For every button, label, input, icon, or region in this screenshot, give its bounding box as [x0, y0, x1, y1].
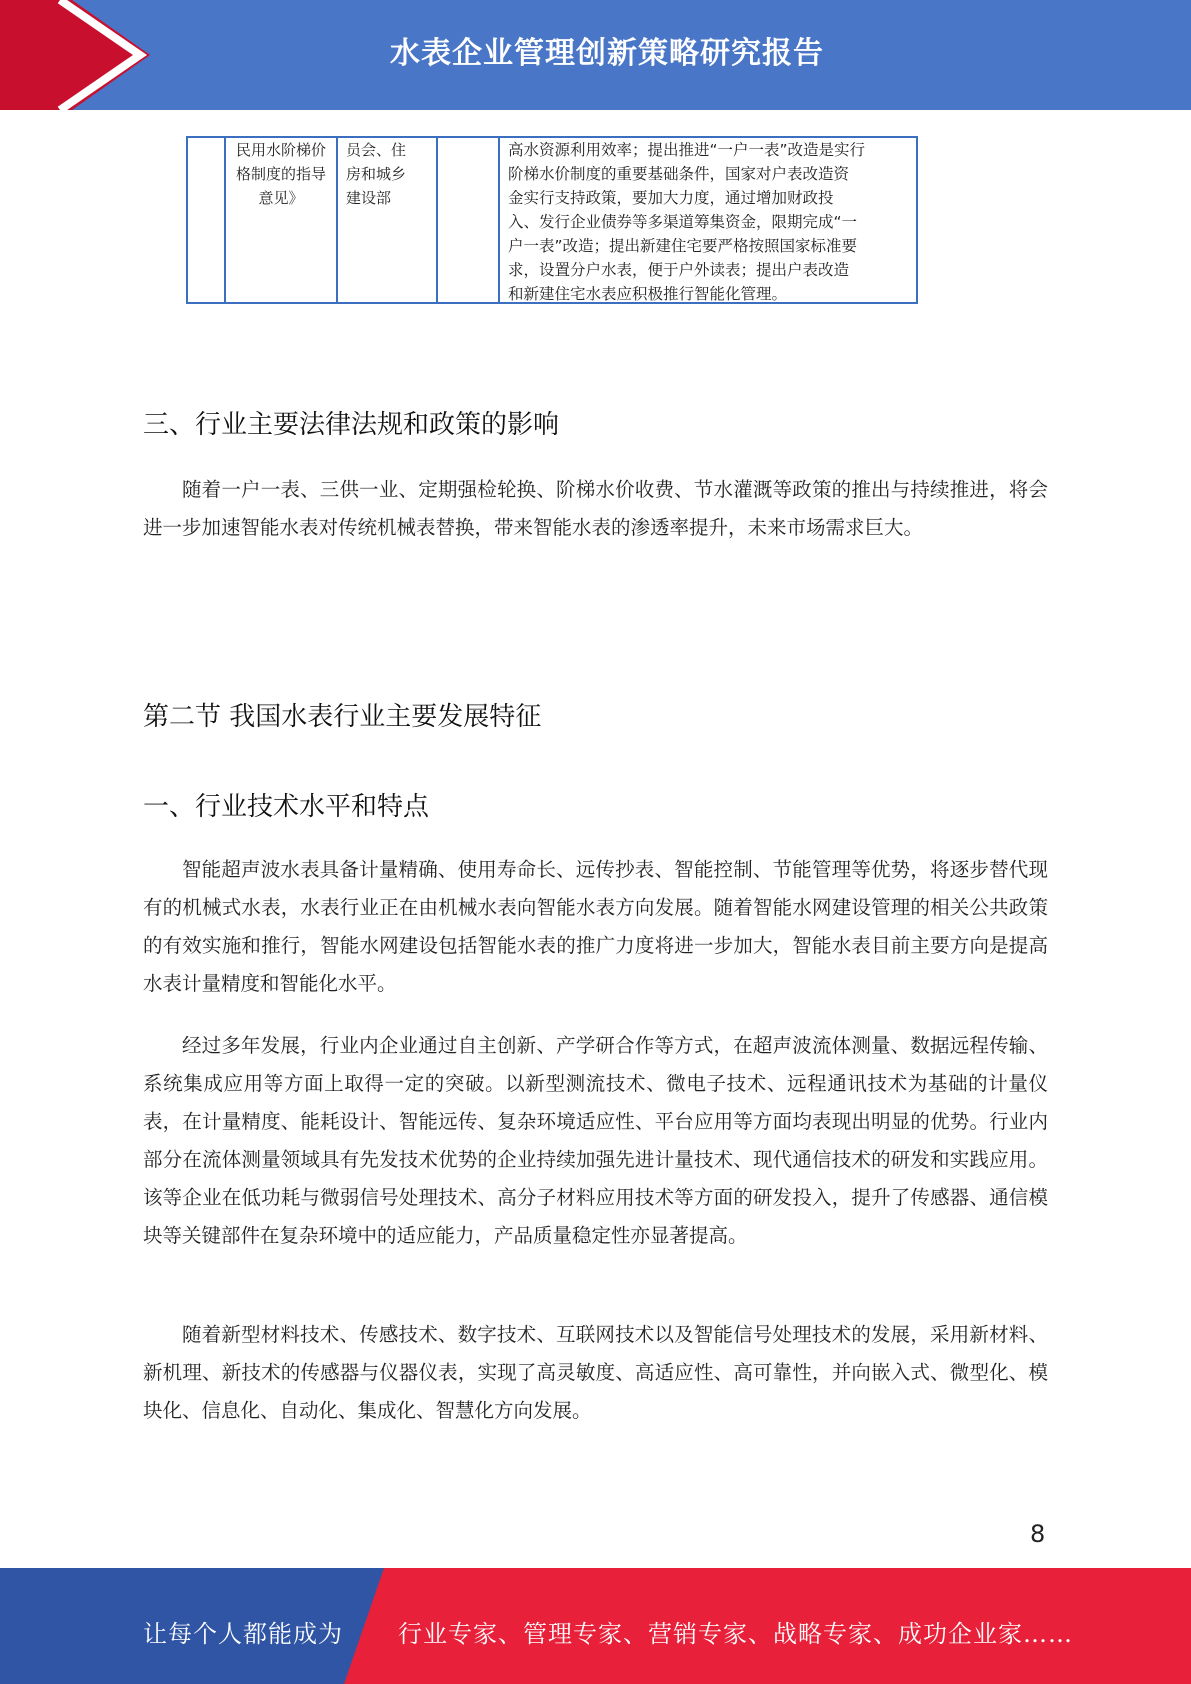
- section-heading-tech-level: 一、行业技术水平和特点: [143, 792, 430, 822]
- paragraph-new-tech: 随着新型材料技术、传感技术、数字技术、互联网技术以及智能信号处理技术的发展，采用新材料、新机理、新技术的传感器与仪器仪表，实现了高灵敏度、高适应性、高可靠性，并向嵌入式、微型化、模块化、信息化、自动化、集成化、智慧化方向发展。: [143, 1323, 1048, 1422]
- cell-line: 金实行支持政策，要加大力度，通过增加财政投: [508, 189, 834, 207]
- cell-line: 意见》: [258, 189, 304, 207]
- cell-line: 建设部: [346, 189, 392, 207]
- cell-line: 和新建住宅水表应积极推行智能化管理。: [508, 285, 788, 303]
- footer-slogan-left: 让每个人都能成为: [143, 1620, 343, 1648]
- table-cell-content: [508, 136, 916, 304]
- paragraph-smart-meter: 智能超声波水表具备计量精确、使用寿命长、远传抄表、智能控制、节能管理等优势，将逐步替代现有的机械式水表，水表行业正在由机械水表向智能水表方向发展。随着智能水网建设管理的相关公共政策的有效实施和推行，智能水网建设包括智能水表的推广力度将进一步加大，智能水表目前主要方向是提高水表计量精度和智能化水平。: [143, 858, 1048, 995]
- cell-line: 阶梯水价制度的重要基础条件，国家对户表改造资: [508, 165, 850, 183]
- policy-table-fragment: [186, 136, 918, 304]
- table-cell-department: [346, 136, 436, 304]
- page-number: 8: [1030, 1520, 1046, 1548]
- cell-line: 高水资源利用效率；提出推进“一户一表”改造是实行: [508, 141, 866, 159]
- report-title: 水表企业管理创新策略研究报告: [390, 36, 824, 71]
- table-cell-policy-name: [226, 136, 336, 304]
- cell-line: 求，设置分户水表，便于户外读表；提出户表改造: [508, 261, 850, 279]
- cell-line: 入、发行企业债券等多渠道筹集资金，限期完成“一: [508, 213, 858, 231]
- section-heading-policy-impact: 三、行业主要法律法规和政策的影响: [143, 410, 560, 440]
- paragraph-development: 经过多年发展，行业内企业通过自主创新、产学研合作等方式，在超声波流体测量、数据远程传输、系统集成应用等方面上取得一定的突破。以新型测流技术、微电子技术、远程通讯技术为基础的计量仪表，在计量精度、能耗设计、智能远传、复杂环境适应性、平台应用等方面均表现出明显的优势。行业内部分在流体测量领域具有先发技术优势的企业持续加强先进计量技术、现代通信技术的研发和实践应用。该等企业在低功耗与微弱信号处理技术、高分子材料应用技术等方面的研发投入，提升了传感器、通信模块等关键部件在复杂环境中的适应能力，产品质量稳定性亦显著提高。: [143, 1034, 1048, 1247]
- cell-line: 格制度的指导: [235, 165, 326, 183]
- page-header: [0, 0, 1191, 110]
- footer-slogan-right: 行业专家、管理专家、营销专家、战略专家、成功企业家……: [398, 1620, 1073, 1648]
- header-red-arrow-decoration: [0, 0, 150, 110]
- paragraph-policy-impact: 随着一户一表、三供一业、定期强检轮换、阶梯水价收费、节水灌溉等政策的推出与持续推进，将会进一步加速智能水表对传统机械表替换，带来智能水表的渗透率提升，未来市场需求巨大。: [143, 478, 1048, 539]
- chapter-heading: 第二节 我国水表行业主要发展特征: [143, 702, 542, 732]
- cell-line: 房和城乡: [346, 165, 407, 183]
- cell-line: 户一表”改造；提出新建住宅要严格按照国家标准要: [508, 237, 858, 255]
- cell-line: 员会、住: [346, 141, 407, 159]
- cell-line: 民用水阶梯价: [235, 141, 326, 159]
